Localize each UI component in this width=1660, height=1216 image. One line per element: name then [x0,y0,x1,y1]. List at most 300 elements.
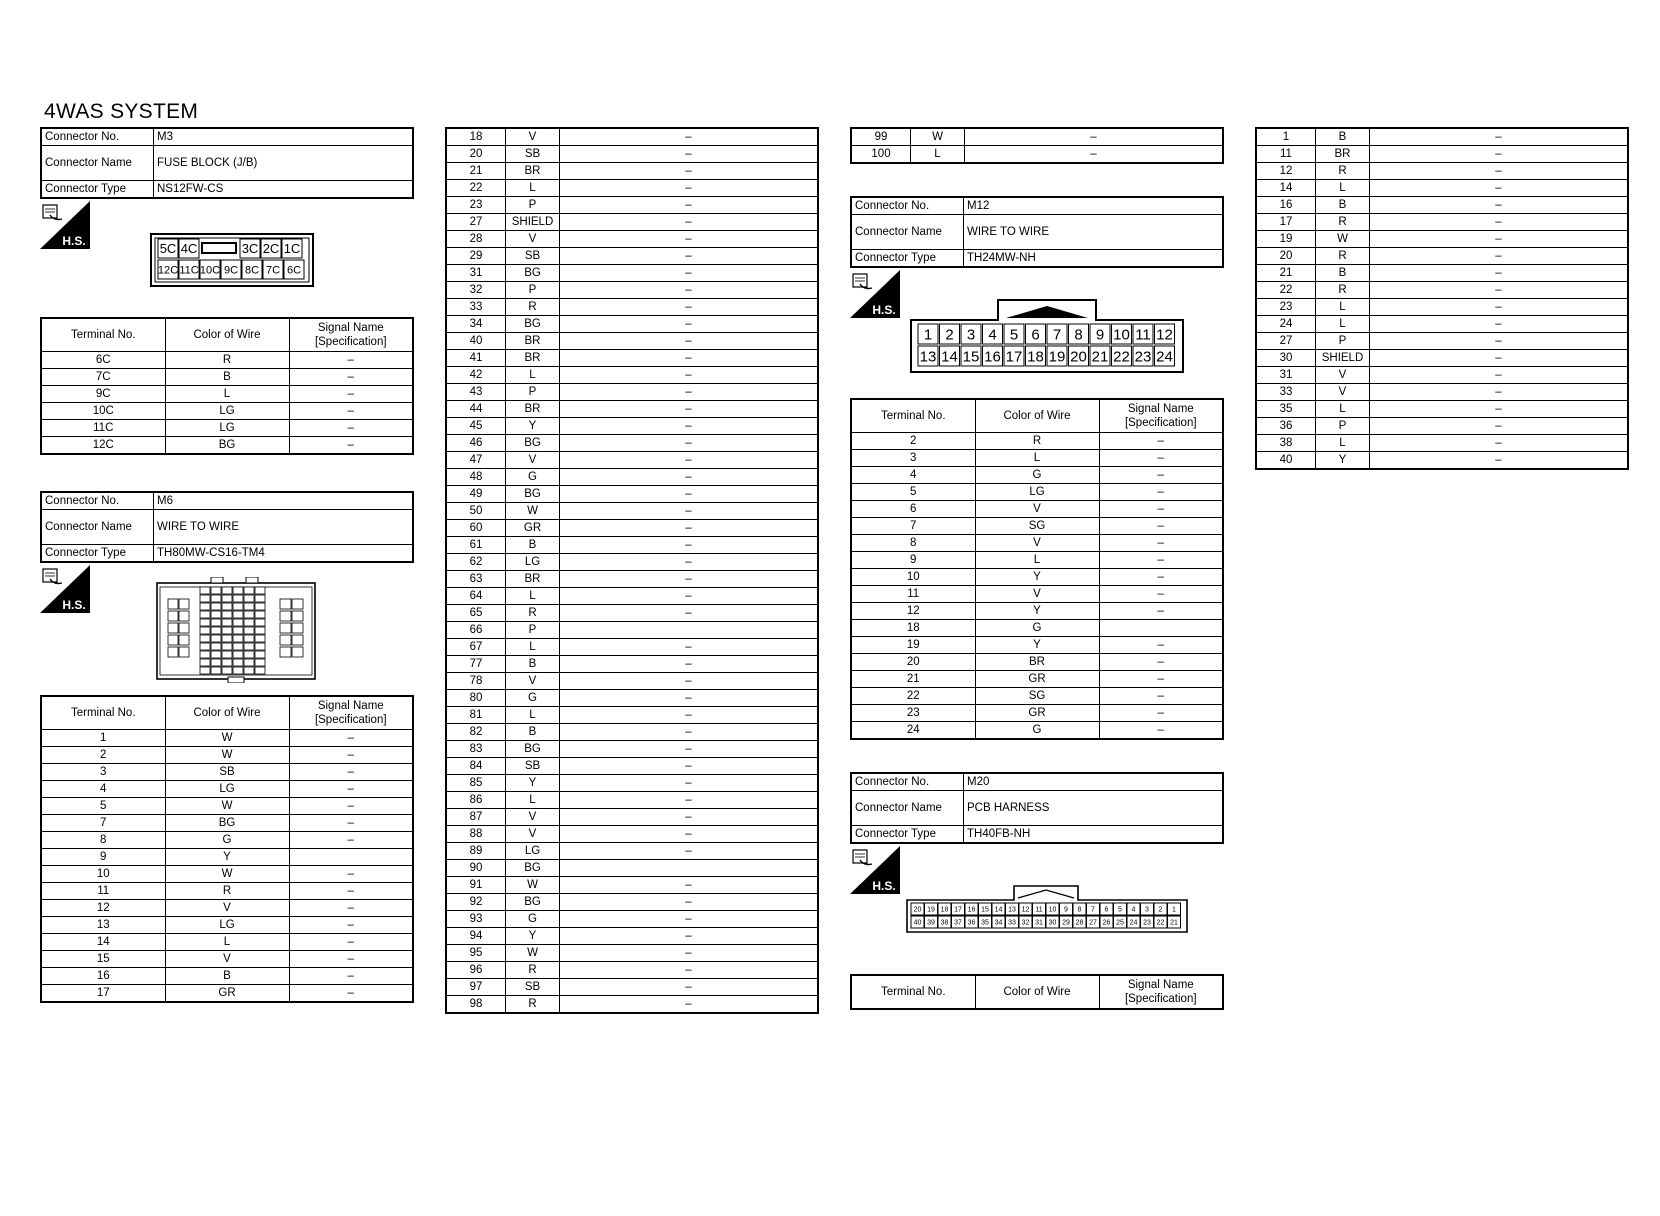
signal-name: – [560,452,819,469]
signal-name: – [1370,316,1629,333]
signal-name: – [560,775,819,792]
connector-pin-label: 22 [1113,348,1130,366]
terminal-no: 81 [446,707,506,724]
m6-terminal-rows [446,128,818,1013]
m3-terminal-table [40,317,414,455]
wire-color: L [1316,180,1370,197]
terminal-no: 41 [446,350,506,367]
connector-pin-label: 16 [967,906,976,914]
connector-cavity [179,647,189,657]
signal-name: – [560,605,819,622]
connector-cavity [200,659,210,666]
terminal-no: 45 [446,418,506,435]
connector-pin-label: 9 [1095,326,1105,344]
m6-terminal-table-part-2 [445,127,819,1014]
table-row [446,248,818,265]
wire-color: V [506,128,560,146]
signal-name: – [560,639,819,656]
table-row [41,968,413,985]
connector-pin-label: 14 [994,906,1003,914]
table-row [851,654,1223,671]
terminal-no: 12C [41,437,165,455]
signal-name: – [560,401,819,418]
wire-color: R [975,433,1099,450]
signal-name: – [560,843,819,860]
connector-pin-label: 19 [1048,348,1066,366]
label-connector-type: Connector Type [41,545,154,563]
table-row [446,843,818,860]
wire-color: SB [506,758,560,775]
connector-pin-label: 7C [265,264,281,277]
signal-name: – [1099,637,1223,654]
terminal-no: 8 [851,535,975,552]
connector-cavity [222,627,232,634]
wire-color: GR [975,705,1099,722]
header-signal: Signal Name [Specification] [289,696,413,730]
svg-text:H.S.: H.S. [62,234,86,248]
signal-name: – [560,707,819,724]
terminal-no: 97 [446,979,506,996]
wire-color: Y [975,637,1099,654]
table-row [41,437,413,455]
terminal-no: 60 [446,520,506,537]
label-connector-type: Connector Type [851,826,964,844]
terminal-no: 65 [446,605,506,622]
terminal-no: 18 [446,128,506,146]
wire-color: R [506,996,560,1014]
wire-color: BR [506,333,560,350]
table-row [446,792,818,809]
connector-cavity [255,659,265,666]
table-row [446,384,818,401]
wire-color: V [975,586,1099,603]
table-row [446,911,818,928]
m3-connector-face [150,233,314,287]
table-row [446,571,818,588]
connector-pin-label: 11 [1035,906,1043,914]
signal-name: – [1099,467,1223,484]
wire-color: R [165,352,289,369]
table-row [851,552,1223,569]
wire-color: L [506,639,560,656]
m6-diagram-area [40,563,414,695]
wire-color: V [975,501,1099,518]
connector-info-m20 [850,772,1224,844]
table-row [41,985,413,1003]
table-row [446,197,818,214]
connector-pin-label: 3 [966,326,976,344]
column-1 [40,127,414,1003]
table-row [446,639,818,656]
signal-name: – [289,832,413,849]
connector-pin-label: 38 [940,919,949,927]
table-row [446,350,818,367]
terminal-no: 1 [41,730,165,747]
header-terminal: Terminal No. [851,399,975,433]
table-row [1256,128,1628,146]
signal-name: – [1370,197,1629,214]
header-color: Color of Wire [975,399,1099,433]
connector-cavity [222,651,232,658]
signal-name: – [560,826,819,843]
label-connector-no: Connector No. [41,128,154,146]
table-row [446,554,818,571]
signal-name: – [1099,654,1223,671]
wire-color: G [975,722,1099,740]
connector-cavity [222,611,232,618]
terminal-no: 14 [41,934,165,951]
signal-name: – [560,435,819,452]
connector-pin-label: 23 [1134,348,1152,366]
table-row [851,484,1223,501]
table-row [446,265,818,282]
terminal-no: 9C [41,386,165,403]
wire-color: G [506,911,560,928]
signal-name: – [560,588,819,605]
terminal-no: 8 [41,832,165,849]
signal-name: – [1370,418,1629,435]
m6-terminal-table-part-3 [850,127,1224,164]
wire-color: SB [506,979,560,996]
wire-color: B [506,724,560,741]
terminal-no: 21 [446,163,506,180]
signal-name: – [560,486,819,503]
signal-name: – [560,758,819,775]
terminal-no: 38 [1256,435,1316,452]
wire-color: SB [506,146,560,163]
connector-cavity [222,603,232,610]
signal-name: – [1370,350,1629,367]
connector-cavity [168,623,178,633]
signal-name: – [560,537,819,554]
table-row [446,894,818,911]
table-row [851,671,1223,688]
terminal-no: 31 [1256,367,1316,384]
terminal-no: 9 [851,552,975,569]
connector-pin-label: 7 [1091,906,1095,914]
connector-cavity [292,635,303,645]
wire-color: BR [975,654,1099,671]
wire-color: B [1316,197,1370,214]
connector-pin-label: 9C [223,264,239,277]
label-connector-no: Connector No. [851,197,964,215]
table-row [851,586,1223,603]
table-row [1256,248,1628,265]
connector-pin-label: 3C [241,241,259,257]
signal-name: – [560,979,819,996]
connector-pin-label: 34 [994,919,1003,927]
connector-pin-label: 1 [923,326,933,344]
signal-name: – [1370,248,1629,265]
table-row [1256,333,1628,350]
signal-name: – [1370,231,1629,248]
signal-name [1099,620,1223,637]
terminal-no: 43 [446,384,506,401]
connector-pin-label: 10C [199,264,221,277]
wire-color: SB [506,248,560,265]
connector-cavity [200,643,210,650]
table-row [446,860,818,877]
terminal-no: 87 [446,809,506,826]
terminal-no: 96 [446,962,506,979]
header-color: Color of Wire [165,318,289,352]
connector-pin-label: 11C [179,264,199,277]
signal-name: – [1370,384,1629,401]
connector-cavity [233,603,243,610]
table-row [446,231,818,248]
connector-cavity [222,635,232,642]
connector-cavity [280,611,291,621]
connector-key [202,243,236,253]
signal-name: – [560,350,819,367]
table-row [851,569,1223,586]
wire-color: GR [975,671,1099,688]
signal-name: – [1370,452,1629,470]
signal-name: – [1099,688,1223,705]
connector-pin-label: 8 [1077,906,1082,914]
signal-name: – [560,197,819,214]
table-row [41,386,413,403]
connector-pin-label: 31 [1035,919,1043,927]
m20-connector-face [906,884,1188,934]
signal-name: – [560,146,819,163]
signal-name [560,622,819,639]
connector-pin-label: 1C [283,241,301,257]
connector-cavity [211,643,221,650]
signal-name: – [289,934,413,951]
table-row [446,928,818,945]
terminal-no: 9 [41,849,165,866]
connector-cavity [200,595,210,602]
table-row [41,849,413,866]
table-row [446,146,818,163]
wire-color: BG [165,437,289,455]
table-row [851,620,1223,637]
terminal-no: 91 [446,877,506,894]
signal-name: – [965,128,1224,146]
table-row [446,486,818,503]
terminal-no: 16 [1256,197,1316,214]
table-row [851,146,1223,164]
table-row [41,403,413,420]
connector-pin-label: 39 [927,919,935,927]
terminal-no: 86 [446,792,506,809]
wire-color: L [165,934,289,951]
signal-name: – [1099,433,1223,450]
m6-connector-no: M6 [154,492,414,510]
signal-name: – [289,815,413,832]
label-connector-no: Connector No. [851,773,964,791]
table-row [851,688,1223,705]
table-row [41,352,413,369]
terminal-no: 95 [446,945,506,962]
terminal-no: 20 [851,654,975,671]
table-row [446,758,818,775]
connector-cavity [244,603,254,610]
connector-pin-label: 5 [1118,906,1122,914]
connector-cavity [233,643,243,650]
signal-name: – [560,656,819,673]
connector-pin-label: 27 [1089,919,1097,927]
wire-color: W [911,128,965,146]
wire-color: G [506,469,560,486]
signal-name: – [289,781,413,798]
connector-pin-label: 36 [967,919,976,927]
m20-connector-type: TH40FB-NH [964,826,1224,844]
signal-name: – [560,894,819,911]
signal-name: – [1099,705,1223,722]
signal-name: – [289,352,413,369]
terminal-no: 40 [446,333,506,350]
table-row [446,673,818,690]
terminal-no: 46 [446,435,506,452]
terminal-no: 19 [1256,231,1316,248]
wire-color: W [506,877,560,894]
terminal-no: 10 [41,866,165,883]
wire-color: V [506,826,560,843]
connector-cavity [244,627,254,634]
wire-color: W [1316,231,1370,248]
m20-terminal-table-header [850,974,1224,1010]
signal-name: – [289,917,413,934]
terminal-no: 62 [446,554,506,571]
connector-pin-label: 11 [1135,326,1151,344]
signal-name: – [1099,535,1223,552]
signal-name: – [560,996,819,1014]
terminal-no: 77 [446,656,506,673]
table-row [1256,367,1628,384]
signal-name: – [560,724,819,741]
signal-name: – [289,883,413,900]
connector-pin-label: 12 [1021,906,1030,914]
terminal-no: 61 [446,537,506,554]
signal-name: – [560,299,819,316]
signal-name: – [1099,501,1223,518]
signal-name: – [560,503,819,520]
table-row [41,764,413,781]
terminal-no: 100 [851,146,911,164]
signal-name: – [1370,128,1629,146]
terminal-no: 33 [446,299,506,316]
table-row [41,900,413,917]
connector-pin-label: 3 [1145,906,1149,914]
table-row [41,951,413,968]
terminal-no: 3 [851,450,975,467]
connector-cavity [200,611,210,618]
signal-name: – [560,282,819,299]
table-row [41,815,413,832]
table-row [446,945,818,962]
terminal-no: 44 [446,401,506,418]
connector-pin-label: 33 [1008,919,1016,927]
wire-color: L [975,450,1099,467]
column-4 [1255,127,1629,470]
table-row [446,282,818,299]
column-3 [850,127,1224,1010]
terminal-no: 21 [851,671,975,688]
connector-cavity [222,659,232,666]
wire-color: V [165,900,289,917]
terminal-no: 80 [446,690,506,707]
connector-pin-label: 2C [262,241,280,257]
signal-name: – [1099,484,1223,501]
connector-pin-label: 12 [1156,326,1173,344]
wire-color: R [1316,248,1370,265]
wire-color: LG [506,843,560,860]
connector-info-m12 [850,196,1224,268]
table-row [446,775,818,792]
terminal-no: 10C [41,403,165,420]
table-row [446,214,818,231]
connector-pin-label: 18 [1027,348,1044,366]
table-row [446,877,818,894]
table-row [851,722,1223,740]
signal-name: – [560,945,819,962]
wire-color: GR [506,520,560,537]
table-row [851,501,1223,518]
table-row [446,520,818,537]
wire-color: Y [506,775,560,792]
terminal-no: 50 [446,503,506,520]
terminal-no: 12 [41,900,165,917]
terminal-no: 34 [446,316,506,333]
connector-cavity [211,619,221,626]
table-row [446,469,818,486]
terminal-no: 1 [1256,128,1316,146]
terminal-no: 27 [446,214,506,231]
wire-color: W [506,503,560,520]
table-row [1256,435,1628,452]
wire-color: V [165,951,289,968]
table-row [1256,163,1628,180]
connector-pin-label: 15 [962,348,980,366]
connector-cavity [255,635,265,642]
terminal-no: 13 [41,917,165,934]
table-row [1256,299,1628,316]
terminal-no: 42 [446,367,506,384]
column-2 [445,127,819,1014]
wire-color: L [1316,435,1370,452]
terminal-no: 84 [446,758,506,775]
connector-cavity [244,651,254,658]
terminal-no: 2 [851,433,975,450]
table-row [1256,452,1628,470]
wire-color: L [975,552,1099,569]
table-row [446,809,818,826]
terminal-no: 78 [446,673,506,690]
wire-color: B [165,968,289,985]
m6-terminal-rows [851,128,1223,163]
wire-color: LG [165,403,289,420]
wire-color: P [506,384,560,401]
wire-color: Y [506,418,560,435]
signal-name: – [1370,367,1629,384]
wire-color: BG [506,316,560,333]
terminal-no: 5 [851,484,975,501]
signal-name: – [560,316,819,333]
terminal-no: 98 [446,996,506,1014]
connector-cavity [292,611,303,621]
connector-cavity [255,587,265,594]
signal-name: – [1370,146,1629,163]
terminal-no: 11 [41,883,165,900]
terminal-no: 48 [446,469,506,486]
connector-pin-label: 24 [1156,348,1173,366]
connector-cavity [200,667,210,674]
connector-info-m3 [40,127,414,199]
connector-pin-label: 13 [1008,906,1016,914]
signal-name: – [289,900,413,917]
